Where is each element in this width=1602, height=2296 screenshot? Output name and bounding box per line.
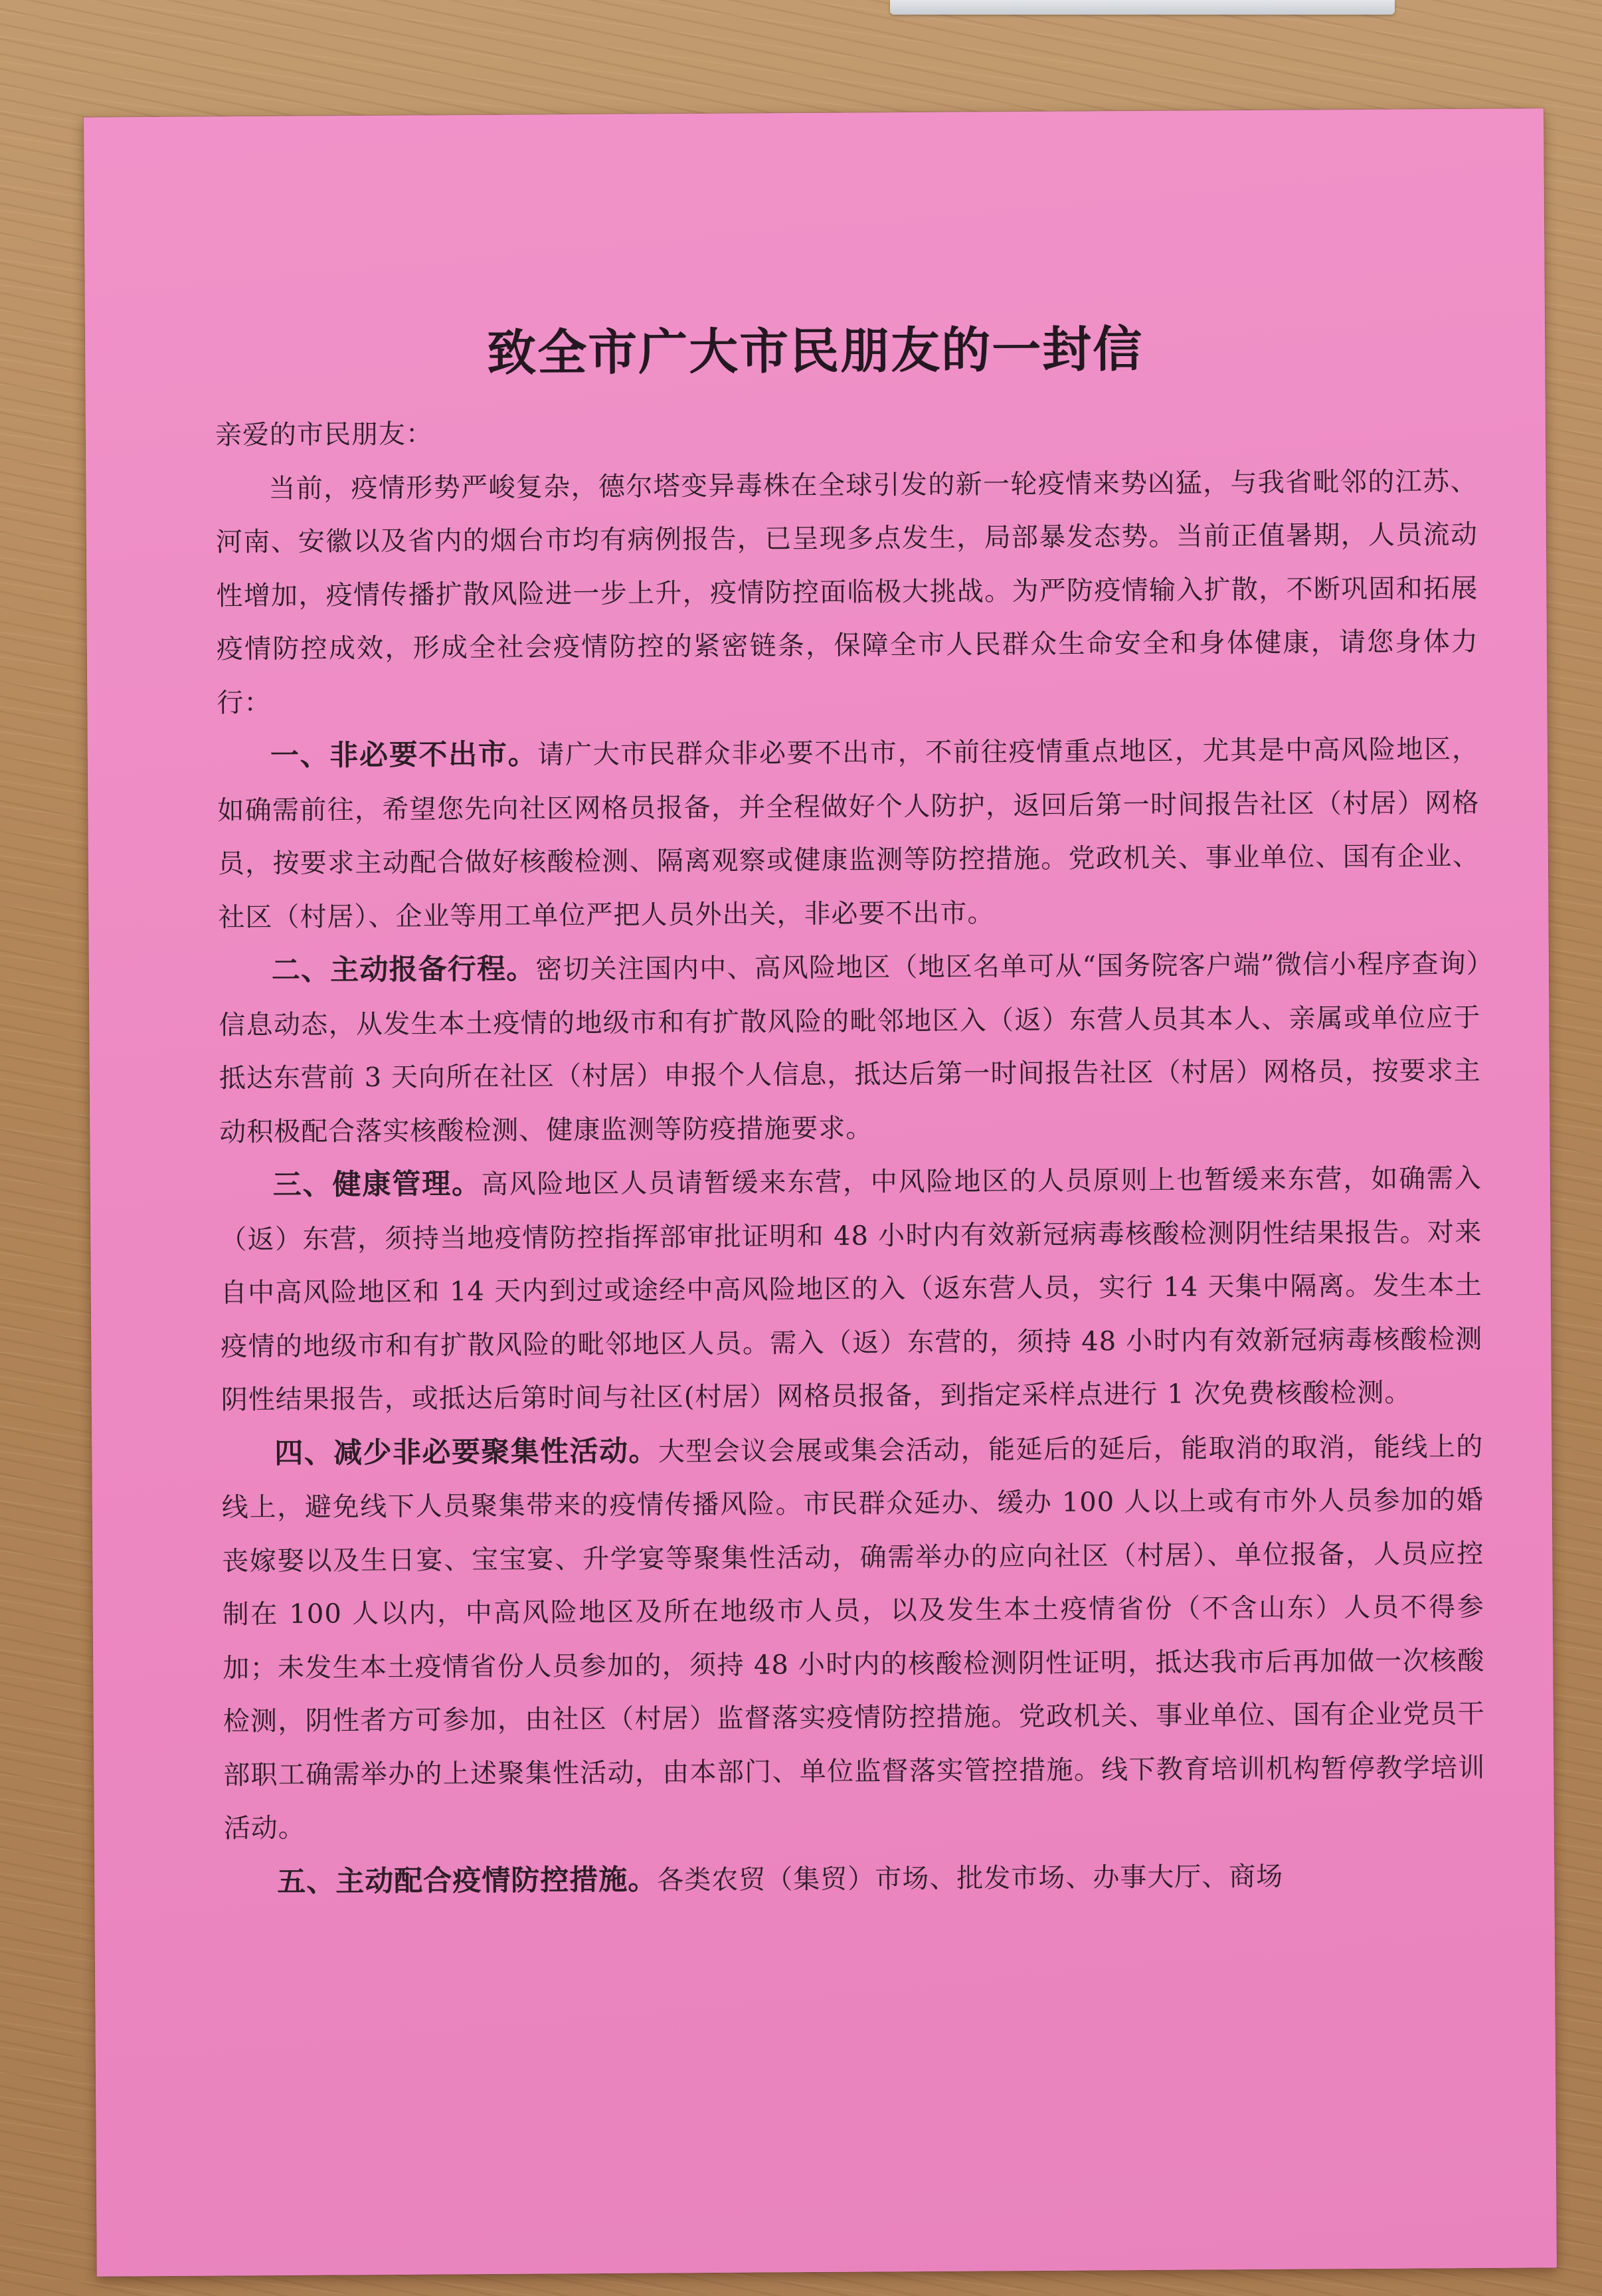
- salutation: 亲爱的市民朋友：: [215, 419, 434, 451]
- section-heading-2: 二、主动报备行程。: [271, 952, 536, 988]
- section-text-3: 高风险地区人员请暂缓来东营，中风险地区的人员原则上也暂缓来东营，如确需入（返）东营，须持当地疫情防控指挥部审批证明和 48 小时内有效新冠病毒核酸检测阴性结果报告。对来自中高风险地区和 14 天内到过或途经中高风险地区的入（返东营人员，实行 14 天集中隔离。发生本土疫情的地级市和有扩散风险的毗邻地区人员。需入（返）东营的，须持 48 小时内有效新冠病毒核酸检测阴性结果报告，或抵达后第时间与社区(村居）网格员报备，到指定采样点进行 1 次免费核酸检测。: [220, 1163, 1483, 1416]
- section-text-2: 密切关注国内中、高风险地区（地区名单可从“国务院客户端”微信小程序查询）信息动态，从发生本土疫情的地级市和有扩散风险的毗邻地区入（返）东营人员其本人、亲属或单位应于抵达东营前 3 天向所在社区（村居）申报个人信息，抵达后第一时间报告社区（村居）网格员，按要求主动积极配合落实核酸检测、健康监测等防疫措施要求。: [219, 948, 1481, 1147]
- section-paragraph-1: [217, 722, 1480, 945]
- section-heading-4: 四、减少非必要聚集性活动。: [274, 1434, 659, 1470]
- section-text-4: 大型会议会展或集会活动，能延后的延后，能取消的取消，能线上的线上，避免线下人员聚集带来的疫情传播风险。市民群众延办、缓办 100 人以上或有市外人员参加的婚丧嫁娶以及生日宴、宝宝宴、升学宴等聚集性活动，确需举办的应向社区（村居）、单位报备，人员应控制在 100 人以内，中高风险地区及所在地级市人员，以及发生本土疫情省份（不含山东）人员不得参加；未发生本土疫情省份人员参加的，须持 48 小时内的核酸检测阴性证明，抵达我市后再加做一次核酸检测，阴性者方可参加，由社区（村居）监督落实疫情防控措施。党政机关、事业单位、国有企业党员干部职工确需举办的上述聚集性活动，由本部门、单位监督落实管控措施。线下教育培训机构暂停教学培训活动。: [221, 1431, 1486, 1844]
- section-paragraph-4: [221, 1419, 1486, 1856]
- section-heading-3: 三、健康管理。: [272, 1167, 482, 1202]
- letter-body: [215, 401, 1486, 1910]
- intro-paragraph: 当前，疫情形势严峻复杂，德尔塔变异毒株在全球引发的新一轮疫情来势凶猛，与我省毗邻的江苏、河南、安徽以及省内的烟台市均有病例报告，已呈现多点发生，局部暴发态势。当前正值暑期，人员流动性增加，疫情传播扩散风险进一步上升，疫情防控面临极大挑战。为严防疫情输入扩散，不断巩固和拓展疫情防控成效，形成全社会疫情防控的紧密链条，保障全市人民群众生命安全和身体健康，请您身体力行：: [215, 466, 1479, 719]
- section-heading-1: 一、非必要不出市。: [270, 737, 538, 773]
- section-heading-5: 五、主动配合疫情防控措施。: [277, 1862, 658, 1899]
- section-paragraph-5: [224, 1848, 1486, 1909]
- background-paper-scrap: [890, 0, 1395, 15]
- section-paragraph-3: [220, 1151, 1483, 1427]
- letter-paper: [84, 108, 1557, 2276]
- section-text-1: 请广大市民群众非必要不出市，不前往疫情重点地区，尤其是中高风险地区，如确需前往，希望您先向社区网格员报备，并全程做好个人防护，返回后第一时间报告社区（村居）网格员，按要求主动配合做好核酸检测、隔离观察或健康监测等防控措施。党政机关、事业单位、国有企业、社区（村居）、企业等用工单位严把人员外出关，非必要不出市。: [217, 733, 1480, 933]
- section-paragraph-2: [219, 937, 1482, 1159]
- section-text-5: 各类农贸（集贸）市场、批发市场、办事大厅、商场: [657, 1861, 1284, 1895]
- letter-title: 致全市广大市民朋友的一封信: [486, 320, 1144, 383]
